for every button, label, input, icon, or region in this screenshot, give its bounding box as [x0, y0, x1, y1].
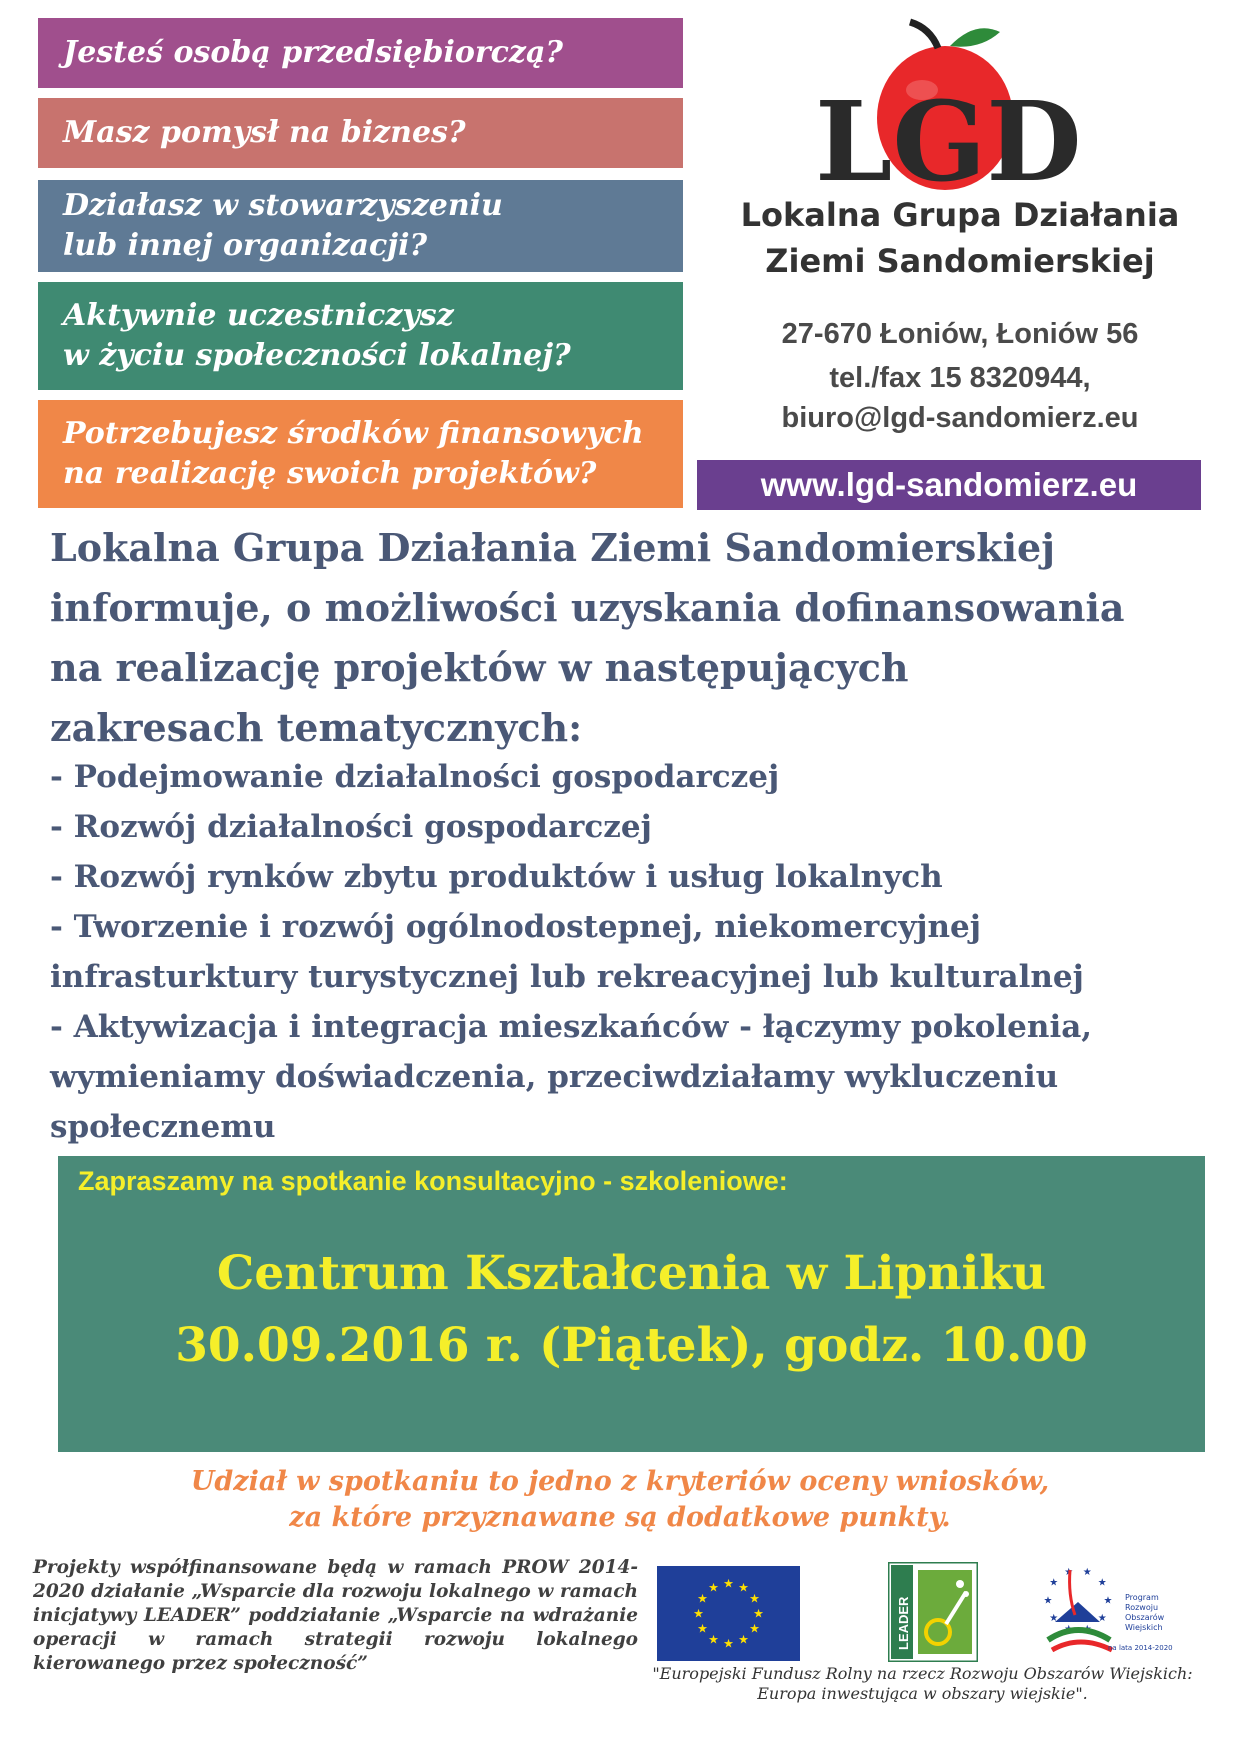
intro-line: informuje, o możliwości uzyskania dofinansowania	[50, 585, 1125, 630]
prow-label-line: Wiejskich	[1125, 1623, 1163, 1632]
note-line: za które przyznawane są dodatkowe punkty.	[289, 1502, 951, 1533]
intro-line: Lokalna Grupa Działania Ziemi Sandomierskiej	[50, 525, 1055, 570]
question-line: Działasz w stowarzyszeniu	[63, 188, 503, 223]
invitation-heading: Zapraszamy na spotkanie konsultacyjno - szkoleniowe:	[78, 1166, 788, 1196]
question-box-community	[38, 282, 683, 390]
apple-logo-icon	[810, 18, 1090, 193]
question-line: Potrzebujesz środków finansowych	[63, 416, 644, 451]
list-item: społecznemu	[50, 1109, 276, 1145]
star-icon: ★	[723, 1576, 734, 1591]
star-icon: ★	[693, 1606, 704, 1621]
eu-caption-line: Europa inwestująca w obszary wiejskie".	[757, 1684, 1088, 1703]
list-item: - Aktywizacja i integracja mieszkańców - łączymy pokolenia,	[50, 1009, 1093, 1045]
intro-line: zakresach tematycznych:	[50, 705, 583, 750]
prow-label-line: Program	[1125, 1593, 1159, 1602]
question-line: Masz pomysł na biznes?	[63, 115, 466, 150]
prow-label-line: Rozwoju	[1125, 1603, 1159, 1612]
event-venue: Centrum Kształcenia w Lipniku	[216, 1246, 1047, 1301]
star-icon: ★	[697, 1621, 708, 1636]
star-icon: ★	[1082, 1566, 1092, 1578]
star-icon: ★	[1064, 1566, 1074, 1578]
star-icon: ★	[708, 1632, 719, 1647]
logo-text: LGD	[815, 77, 1082, 193]
invitation-box	[58, 1156, 1205, 1452]
note-line: Udział w spotkaniu to jedno z kryteriów oceny wniosków,	[190, 1466, 1050, 1497]
list-item: - Rozwój rynków zbytu produktów i usług lokalnych	[50, 859, 943, 895]
address: 27-670 Łoniów, Łoniów 56	[781, 318, 1139, 350]
prow-logo-icon	[1030, 1560, 1180, 1660]
star-icon: ★	[1097, 1577, 1107, 1589]
organization-name-line2: Ziemi Sandomierskiej	[765, 242, 1155, 280]
star-icon: ★	[723, 1636, 734, 1651]
list-item: wymieniamy doświadczenia, przeciwdziałamy wykluczeniu	[50, 1059, 1059, 1095]
star-icon: ★	[708, 1580, 719, 1595]
phone: tel./fax 15 8320944,	[829, 362, 1091, 394]
question-line: Aktywnie uczestniczysz	[63, 298, 454, 333]
star-icon: ★	[738, 1632, 749, 1647]
question-line: na realizację swoich projektów?	[63, 456, 597, 491]
question-line: w życiu społeczności lokalnej?	[63, 338, 571, 373]
question-box-funding	[38, 400, 683, 508]
event-date: 30.09.2016 r. (Piątek), godz. 10.00	[175, 1318, 1088, 1373]
star-icon: ★	[749, 1591, 760, 1606]
question-line: lub innej organizacji?	[63, 228, 428, 263]
star-icon: ★	[1103, 1595, 1113, 1607]
footer-text: Projekty współfinansowane będą w ramach PROW 2014-2020 działanie „Wsparcie dla rozwoju lokalnego w ramach inicjatywy LEADER” poddziałanie „Wsparcie na wdrażanie operacji w ramach strategii rozwoju lokalnego kierowanego przez społeczność”	[33, 1557, 638, 1674]
leader-logo-icon	[888, 1562, 978, 1662]
email-link[interactable]: biuro@lgd-sandomierz.eu	[781, 402, 1139, 434]
question-line: Jesteś osobą przedsiębiorczą?	[63, 35, 563, 70]
star-icon: ★	[753, 1606, 764, 1621]
eu-flag-icon	[657, 1566, 800, 1661]
note-text	[40, 1464, 1200, 1536]
star-icon: ★	[1049, 1612, 1059, 1624]
question-box-business-idea	[38, 98, 683, 168]
star-icon: ★	[738, 1580, 749, 1595]
leader-label: LEADER	[896, 1596, 911, 1650]
star-icon: ★	[1049, 1577, 1059, 1589]
list-item: - Rozwój działalności gospodarczej	[50, 809, 652, 845]
topics-list	[50, 752, 1200, 1152]
intro-paragraph	[50, 518, 1190, 758]
star-icon: ★	[1097, 1612, 1107, 1624]
star-icon: ★	[1064, 1623, 1074, 1635]
eu-caption	[650, 1664, 1195, 1704]
star-icon: ★	[1043, 1595, 1053, 1607]
star-icon: ★	[697, 1591, 708, 1606]
question-box-association	[38, 180, 683, 272]
prow-label-line: na lata 2014-2020	[1108, 1644, 1173, 1652]
intro-line: na realizację projektów w następujących	[50, 645, 909, 690]
prow-label-line: Obszarów	[1125, 1613, 1165, 1622]
star-icon: ★	[1082, 1623, 1092, 1635]
list-item: - Podejmowanie działalności gospodarczej	[50, 759, 780, 795]
eu-caption-line: "Europejski Fundusz Rolny na rzecz Rozwoju Obszarów Wiejskich:	[652, 1664, 1193, 1683]
website-link[interactable]: www.lgd-sandomierz.eu	[697, 460, 1201, 510]
organization-name-line1: Lokalna Grupa Działania	[740, 196, 1180, 234]
star-icon: ★	[749, 1621, 760, 1636]
question-box-entrepreneur	[38, 18, 683, 88]
list-item: - Tworzenie i rozwój ogólnodostepnej, niekomercyjnej	[50, 909, 981, 945]
list-item: infrasturktury turystycznej lub rekreacyjnej lub kulturalnej	[50, 959, 1084, 995]
